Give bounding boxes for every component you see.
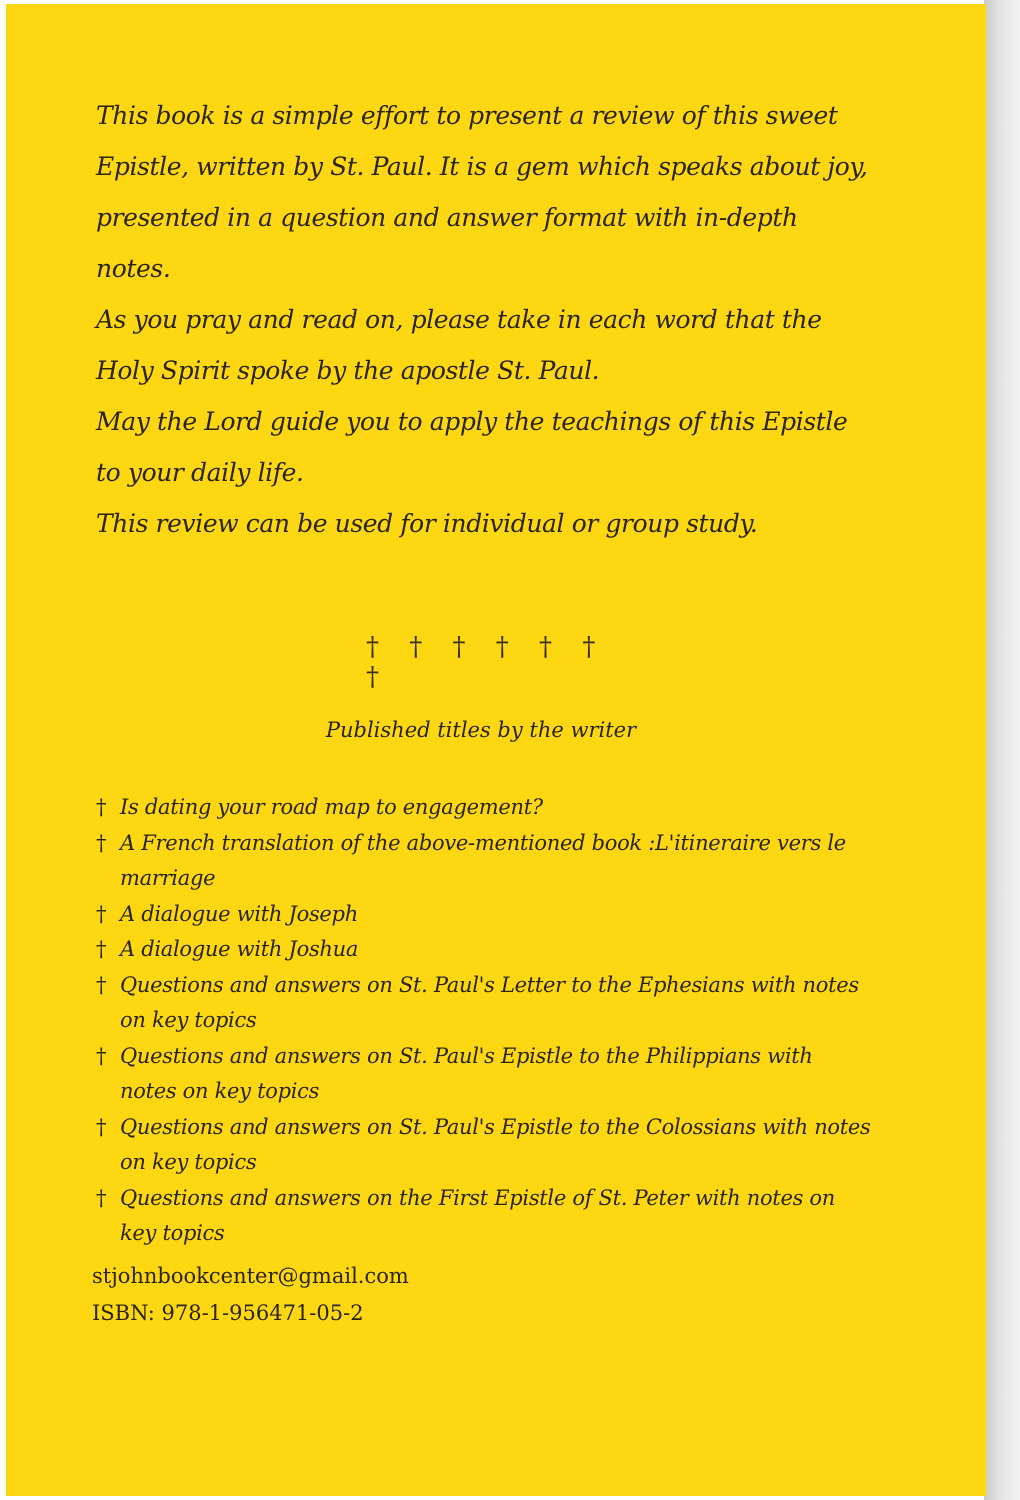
list-item xyxy=(94,790,874,826)
cross-separator: † † † † † † † xyxy=(366,632,607,692)
page-edge xyxy=(984,0,1020,1500)
dagger-icon: † xyxy=(96,1114,107,1139)
book-blurb xyxy=(96,90,876,549)
dagger-icon: † xyxy=(96,937,107,961)
dagger-icon: † xyxy=(96,901,107,926)
blurb-paragraph-3: May the Lord guide you to apply the teachings of this Epistle to your daily life. xyxy=(96,407,848,487)
dagger-icon: † xyxy=(96,795,107,819)
dagger-icon: † xyxy=(96,830,107,855)
list-item xyxy=(94,826,874,897)
isbn: ISBN: 978-1-956471-05-2 xyxy=(92,1301,364,1325)
list-item xyxy=(94,897,874,933)
back-cover xyxy=(6,4,986,1496)
title-text: Questions and answers on the First Epistle of St. Peter with notes on key topics xyxy=(120,1185,835,1245)
title-text: Questions and answers on St. Paul's Epistle to the Philippians with notes on key topics xyxy=(120,1043,813,1103)
title-text: Questions and answers on St. Paul's Letter to the Ephesians with notes on key topics xyxy=(120,972,859,1032)
contact-info xyxy=(92,1258,409,1332)
list-item xyxy=(94,1110,874,1181)
published-titles-heading: Published titles by the writer xyxy=(325,718,637,742)
blurb-paragraph-4: This review can be used for individual or group study. xyxy=(96,509,758,538)
published-titles-list xyxy=(94,790,874,1252)
dagger-icon: † xyxy=(96,1185,107,1210)
list-item xyxy=(94,932,874,968)
list-item xyxy=(94,968,874,1039)
title-text: A French translation of the above-mentioned book :L'itineraire vers le marriage xyxy=(120,830,846,890)
blurb-paragraph-1: This book is a simple effort to present a review of this sweet Epistle, written by St. Paul. It is a gem which speaks about joy, presented in a question and answer format with in-depth notes. xyxy=(96,101,868,283)
blurb-paragraph-2: As you pray and read on, please take in each word that the Holy Spirit spoke by the apostle St. Paul. xyxy=(96,305,822,385)
title-text: A dialogue with Joseph xyxy=(120,901,358,926)
title-text: A dialogue with Joshua xyxy=(120,937,359,961)
list-item xyxy=(94,1181,874,1252)
title-text: Is dating your road map to engagement? xyxy=(120,795,543,819)
dagger-icon: † xyxy=(96,1043,107,1068)
title-text: Questions and answers on St. Paul's Epistle to the Colossians with notes on key topics xyxy=(120,1114,871,1174)
list-item xyxy=(94,1039,874,1110)
dagger-icon: † xyxy=(96,972,107,997)
contact-email: stjohnbookcenter@gmail.com xyxy=(92,1264,409,1288)
